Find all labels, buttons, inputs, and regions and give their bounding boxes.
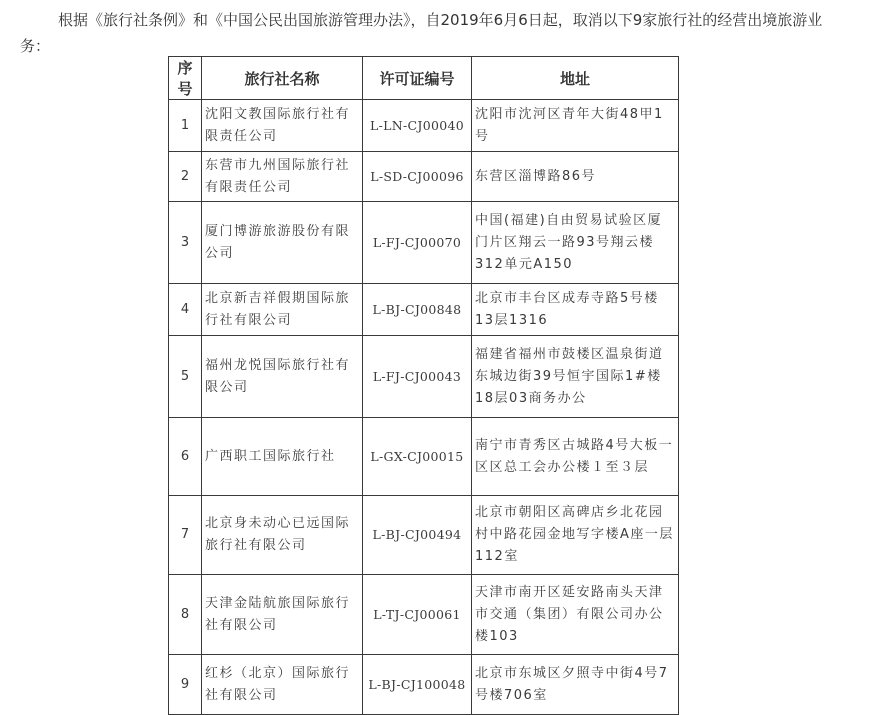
license-number: L-FJ-CJ00043	[363, 336, 472, 418]
row-number: 6	[169, 418, 202, 496]
row-number: 3	[169, 202, 202, 284]
intro-paragraph: 根据《旅行社条例》和《中国公民出国旅游管理办法》，自2019年6月6日起，取消以下9家旅行社的经营出境旅游业务：	[20, 11, 823, 55]
table-header-row	[169, 57, 679, 100]
license-number: L-BJ-CJ100048	[363, 655, 472, 715]
license-number: L-BJ-CJ00848	[363, 284, 472, 336]
license-number: L-GX-CJ00015	[363, 418, 472, 496]
license-number: L-BJ-CJ00494	[363, 496, 472, 575]
agency-name: 沈阳文教国际旅行社有限责任公司	[202, 100, 363, 152]
agency-address: 北京市丰台区成寿寺路5号楼13层1316	[472, 284, 679, 336]
agency-table	[168, 56, 679, 715]
row-number: 1	[169, 100, 202, 152]
agency-address: 天津市南开区延安路南头天津市交通（集团）有限公司办公楼103	[472, 575, 679, 655]
row-number: 5	[169, 336, 202, 418]
table-row	[169, 418, 679, 496]
table-row	[169, 496, 679, 575]
table-row	[169, 575, 679, 655]
table-row	[169, 202, 679, 284]
table-row	[169, 152, 679, 202]
agency-name: 福州龙悦国际旅行社有限公司	[202, 336, 363, 418]
license-number: L-TJ-CJ00061	[363, 575, 472, 655]
license-number: L-FJ-CJ00070	[363, 202, 472, 284]
header-address: 地址	[472, 57, 679, 100]
agency-name: 北京新吉祥假期国际旅行社有限公司	[202, 284, 363, 336]
agency-name: 广西职工国际旅行社	[202, 418, 363, 496]
table-row	[169, 655, 679, 715]
license-number: L-SD-CJ00096	[363, 152, 472, 202]
row-number: 8	[169, 575, 202, 655]
header-number: 序号	[169, 57, 202, 100]
header-license-number: 许可证编号	[363, 57, 472, 100]
row-number: 9	[169, 655, 202, 715]
agency-address: 北京市朝阳区高碑店乡北花园村中路花园金地写字楼A座一层112室	[472, 496, 679, 575]
row-number: 4	[169, 284, 202, 336]
table-row	[169, 100, 679, 152]
row-number: 2	[169, 152, 202, 202]
agency-address: 中国(福建)自由贸易试验区厦门片区翔云一路93号翔云楼312单元A150	[472, 202, 679, 284]
agency-address: 福建省福州市鼓楼区温泉街道东城边街39号恒宇国际1#楼18层03商务办公	[472, 336, 679, 418]
header-agency-name: 旅行社名称	[202, 57, 363, 100]
license-number: L-LN-CJ00040	[363, 100, 472, 152]
agency-name: 东营市九州国际旅行社有限责任公司	[202, 152, 363, 202]
agency-name: 厦门博游旅游股份有限公司	[202, 202, 363, 284]
table-row	[169, 336, 679, 418]
table-row	[169, 284, 679, 336]
agency-name: 北京身未动心已远国际旅行社有限公司	[202, 496, 363, 575]
row-number: 7	[169, 496, 202, 575]
agency-name: 红杉（北京）国际旅行社有限公司	[202, 655, 363, 715]
agency-address: 南宁市青秀区古城路4号大板一区区总工会办公楼１至３层	[472, 418, 679, 496]
agency-address: 沈阳市沈河区青年大街48甲1号	[472, 100, 679, 152]
agency-address: 东营区淄博路86号	[472, 152, 679, 202]
agency-address: 北京市东城区夕照寺中街4号7号楼706室	[472, 655, 679, 715]
agency-name: 天津金陆航旅国际旅行社有限公司	[202, 575, 363, 655]
